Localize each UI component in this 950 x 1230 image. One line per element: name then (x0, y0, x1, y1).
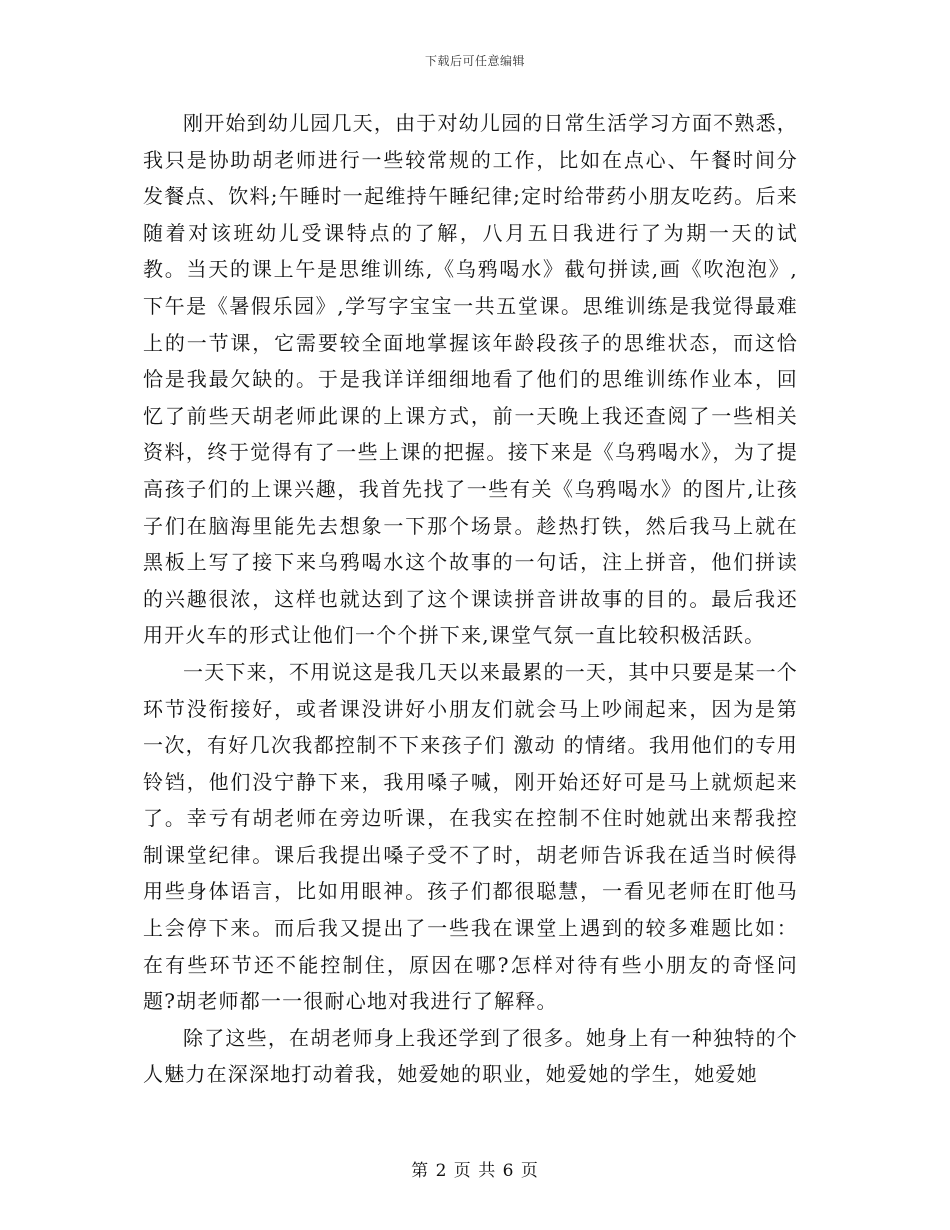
page-number-footer: 第 2 页 共 6 页 (411, 1161, 539, 1181)
paragraph-1: 刚开始到幼儿园几天，由于对幼儿园的日常生活学习方面不熟悉，我只是协助胡老师进行一些较常规的工作，比如在点心、午餐时间分发餐点、饮料;午睡时一起维持午睡纪律;定时给带药小朋友吃药。后来随着对该班幼儿受课特点的了解，八月五日我进行了为期一天的试教。当天的课上午是思维训练,《乌鸦喝水》截句拼读,画《吹泡泡》,下午是《暑假乐园》,学写字宝宝一共五堂课。思维训练是我觉得最难上的一节课，它需要较全面地掌握该年龄段孩子的思维状态，而这恰恰是我最欠缺的。于是我详详细细地看了他们的思维训练作业本，回忆了前些天胡老师此课的上课方式，前一天晚上我还查阅了一些相关资料，终于觉得有了一些上课的把握。接下来是《乌鸦喝水》，为了提高孩子们的上课兴趣，我首先找了一些有关《乌鸦喝水》的图片,让孩子们在脑海里能先去想象一下那个场景。趁热打铁，然后我马上就在黑板上写了接下来乌鸦喝水这个故事的一句话，注上拼音，他们拼读的兴趣很浓，这样也就达到了这个课读拼音讲故事的目的。最后我还用开火车的形式让他们一个个拼下来,课堂气氛一直比较积极活跃。 (143, 111, 798, 648)
page-header: 下载后可任意编辑 (424, 54, 525, 68)
document-body (143, 105, 798, 1093)
paragraph-2: 一天下来，不用说这是我几天以来最累的一天，其中只要是某一个环节没衔接好，或者课没讲好小朋友们就会马上吵闹起来，因为是第一次，有好几次我都控制不下来孩子们 激动 的情绪。我用他们的专用铃铛，他们没宁静下来，我用嗓子喊，刚开始还好可是马上就烦起来了。幸亏有胡老师在旁边听课，在我实在控制不住时她就出来帮我控制课堂纪律。课后我提出嗓子受不了时，胡老师告诉我在适当时候得用些身体语言，比如用眼神。孩子们都很聪慧，一看见老师在盯他马上会停下来。而后我又提出了一些我在课堂上遇到的较多难题比如：在有些环节还不能控制住，原因在哪?怎样对待有些小朋友的奇怪问题?胡老师都一一很耐心地对我进行了解释。 (143, 659, 798, 1014)
paragraph-3: 除了这些，在胡老师身上我还学到了很多。她身上有一种独特的个人魅力在深深地打动着我，她爱她的职业，她爱她的学生，她爱她 (143, 1025, 798, 1087)
